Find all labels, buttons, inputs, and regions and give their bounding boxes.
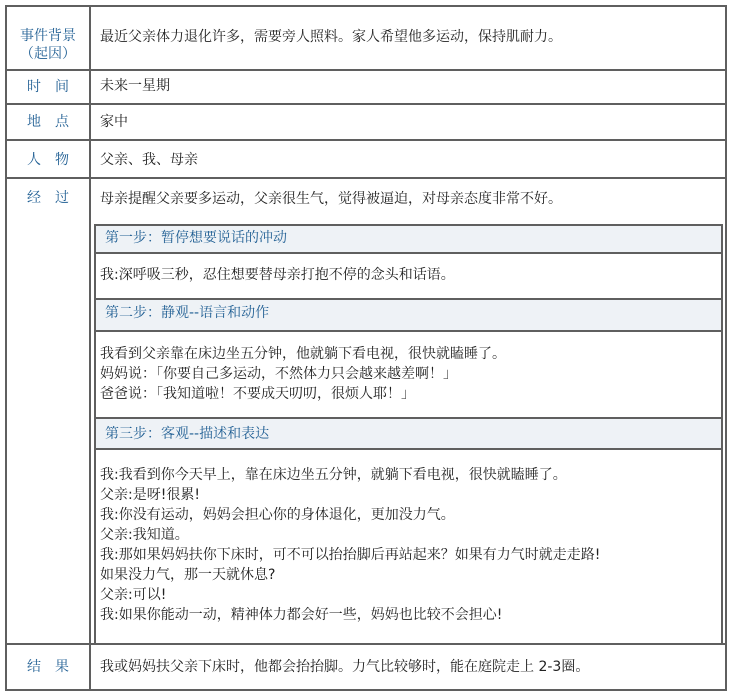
row-divider (5, 69, 727, 71)
row-divider (5, 103, 727, 105)
step3-line: 父亲:是呀!很累! (100, 487, 200, 503)
step2-line: 爸爸说：「我知道啦！不要成天叨叨，很烦人耶！」 (100, 386, 415, 402)
step3-line: 父亲:我知道。 (100, 527, 189, 543)
step3-content (100, 465, 600, 625)
step3-line: 我:你没有运动，妈妈会担心你的身体退化，更加没力气。 (100, 507, 455, 523)
step3-line: 父亲:可以! (100, 587, 167, 603)
label-result: 结 果 (27, 659, 69, 675)
time-text: 未来一星期 (100, 78, 170, 94)
label-background (7, 27, 89, 63)
step2-line: 妈妈说：「你要自己多运动，不然体力只会越来越差啊！」 (100, 366, 457, 382)
step3-line: 如果没力气，那一天就休息? (100, 567, 276, 583)
step1-title: 第一步：暂停想要说话的冲动 (105, 230, 287, 246)
step1-line: 我:深呼吸三秒，忍住想要替母亲打抱不停的念头和话语。 (100, 267, 455, 283)
row-divider (5, 643, 727, 645)
table-border-right (725, 5, 727, 691)
step-divider (94, 417, 723, 419)
label-background-line2: （起因） (20, 46, 76, 62)
label-background-line1: 事件背景 (20, 28, 76, 44)
row-divider (5, 177, 727, 179)
result-text: 我或妈妈扶父亲下床时，他都会抬抬脚。力气比较够时，能在庭院走上 2-3圈。 (100, 659, 590, 675)
process-intro-text: 母亲提醒父亲要多运动，父亲很生气，觉得被逼迫，对母亲态度非常不好。 (100, 191, 562, 207)
step-divider (94, 448, 723, 450)
label-place: 地 点 (27, 114, 69, 130)
step-divider (94, 224, 723, 226)
label-column-divider (89, 5, 91, 691)
step-divider (94, 330, 723, 332)
table-border-left (5, 5, 7, 691)
step3-line: 我:那如果妈妈扶你下床时，可不可以抬抬脚后再站起来？如果有力气时就走走路! (100, 547, 601, 563)
step1-content (100, 265, 455, 285)
table-border-bottom (5, 689, 727, 691)
background-text: 最近父亲体力退化许多，需要旁人照料。家人希望他多运动，保持肌耐力。 (100, 29, 562, 45)
label-people: 人 物 (27, 152, 69, 168)
step3-line: 我:我看到你今天早上，靠在床边坐五分钟，就躺下看电视，很快就瞌睡了。 (100, 467, 567, 483)
place-text: 家中 (100, 114, 128, 130)
step-divider (94, 298, 723, 300)
step2-title: 第二步：静观--语言和动作 (105, 305, 270, 321)
people-text: 父亲、我、母亲 (100, 152, 198, 168)
table-border-top (5, 5, 727, 7)
label-process: 经 过 (27, 190, 69, 206)
label-time: 时 间 (27, 79, 69, 95)
step3-line: 我:如果你能动一动，精神体力都会好一些，妈妈也比较不会担心! (100, 607, 503, 623)
step-box-right (721, 224, 723, 643)
row-divider (5, 139, 727, 141)
step2-line: 我看到父亲靠在床边坐五分钟，他就躺下看电视，很快就瞌睡了。 (100, 346, 506, 362)
step-divider (94, 252, 723, 254)
step-box-left (94, 224, 96, 643)
step3-title: 第三步：客观--描述和表达 (105, 426, 270, 442)
step2-content (100, 344, 506, 404)
